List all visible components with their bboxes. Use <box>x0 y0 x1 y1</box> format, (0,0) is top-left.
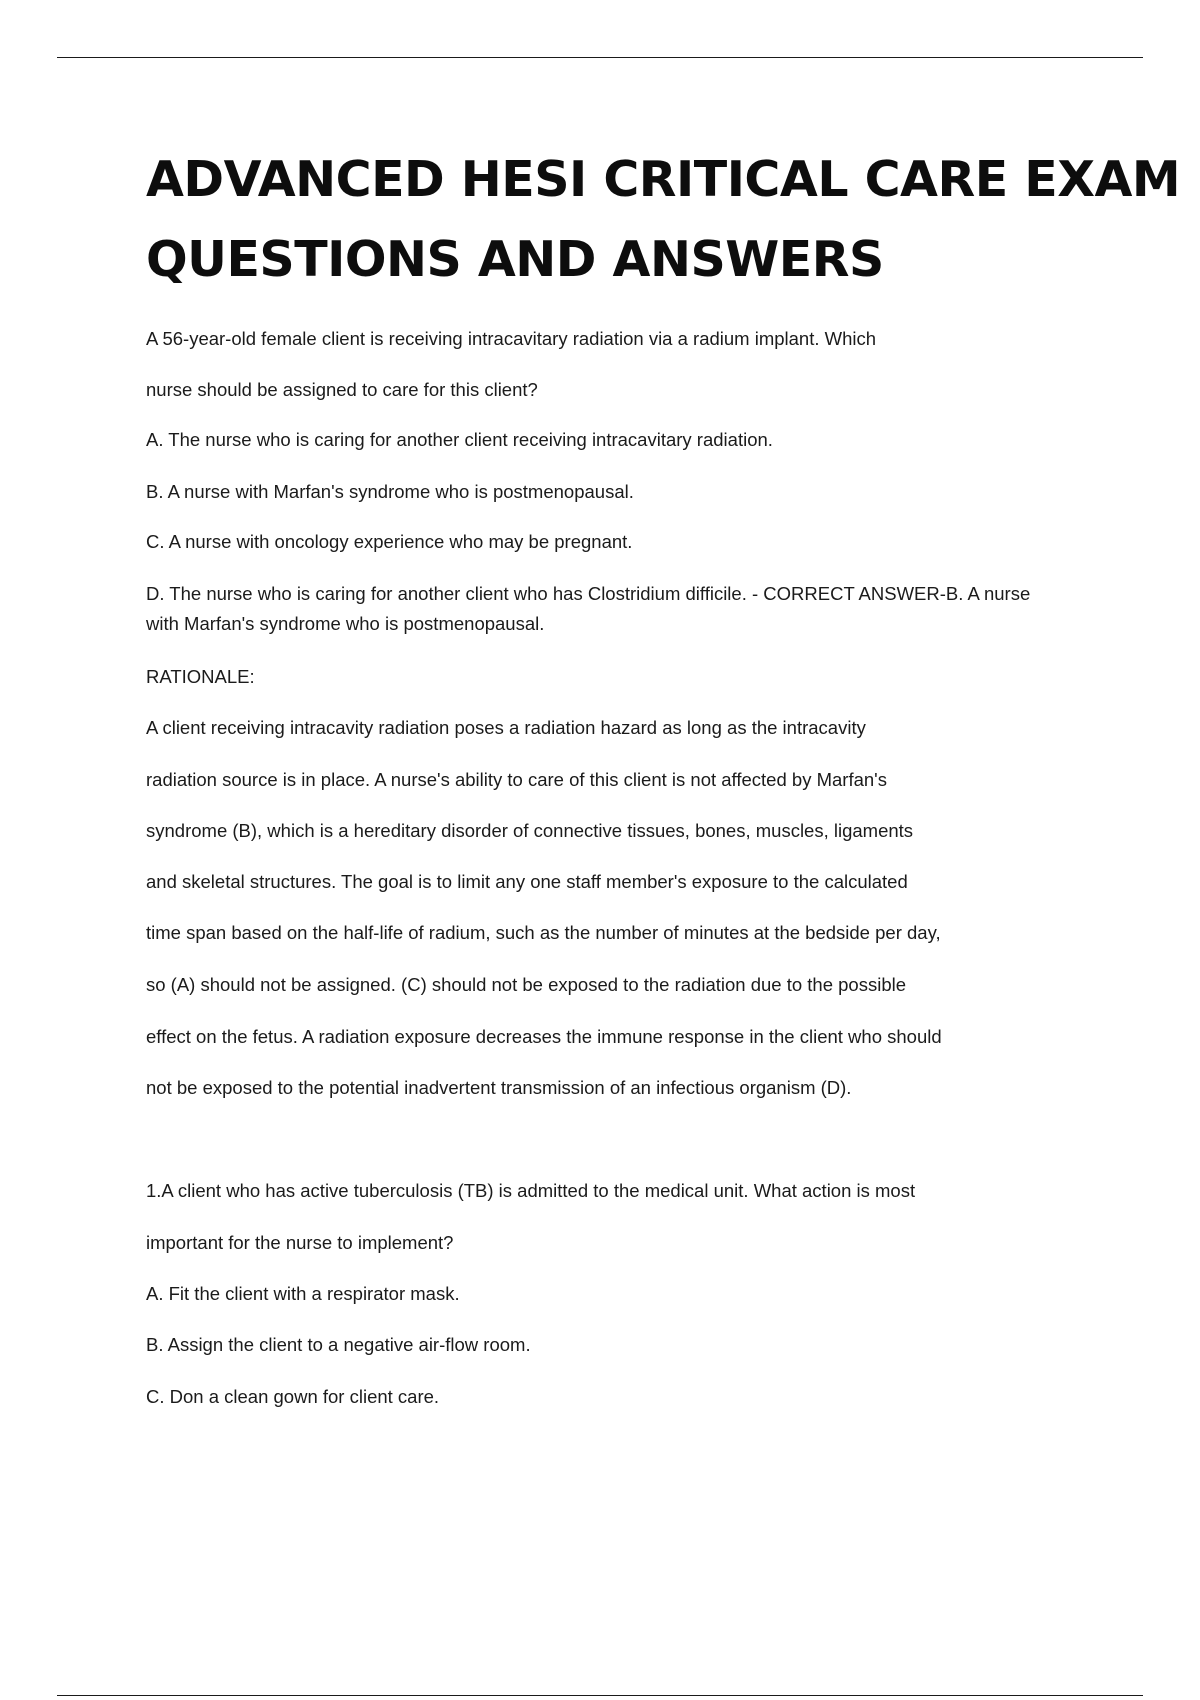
header-rule <box>57 57 1143 58</box>
footer-rule <box>57 1695 1143 1696</box>
rationale-line: so (A) should not be assigned. (C) should not be exposed to the radiation due to the possible <box>146 974 907 995</box>
rationale-line: and skeletal structures. The goal is to limit any one staff member's exposure to the calculated <box>146 871 908 892</box>
rationale-line: time span based on the half-life of radium, such as the number of minutes at the bedside per day, <box>146 922 941 943</box>
rationale-line: A client receiving intracavity radiation poses a radiation hazard as long as the intracavity <box>146 717 866 738</box>
question-2-option-c: C. Don a clean gown for client care. <box>146 1386 440 1407</box>
question-2-stem-line-1: 1.A client who has active tuberculosis (TB) is admitted to the medical unit. What action is most <box>146 1180 916 1201</box>
question-1-option-c: C. A nurse with oncology experience who may be pregnant. <box>146 531 633 552</box>
title-line-2: QUESTIONS AND ANSWERS <box>146 231 884 288</box>
question-2-stem-line-2: important for the nurse to implement? <box>146 1232 454 1253</box>
rationale-line: syndrome (B), which is a hereditary disorder of connective tissues, bones, muscles, ligaments <box>146 820 914 841</box>
question-1-stem-line-1: A 56-year-old female client is receiving intracavitary radiation via a radium implant. Which <box>146 328 877 349</box>
question-1-option-d-with-answer: D. The nurse who is caring for another client who has Clostridium difficile. - CORRECT ANSWER-B. A nurse with Marfan's syndrome who is postmenopausal. <box>146 583 1031 634</box>
question-1-option-b: B. A nurse with Marfan's syndrome who is postmenopausal. <box>146 481 634 502</box>
rationale-line: effect on the fetus. A radiation exposure decreases the immune response in the client who should <box>146 1026 942 1047</box>
question-1-stem-line-2: nurse should be assigned to care for this client? <box>146 379 538 400</box>
rationale-label: RATIONALE: <box>146 666 255 687</box>
question-1-option-a: A. The nurse who is caring for another client receiving intracavitary radiation. <box>146 429 773 450</box>
rationale-line: radiation source is in place. A nurse's ability to care of this client is not affected by Marfan's <box>146 769 887 790</box>
question-2-option-a: A. Fit the client with a respirator mask. <box>146 1283 460 1304</box>
title-line-1: ADVANCED HESI CRITICAL CARE EXAM <box>146 151 1181 208</box>
rationale-line: not be exposed to the potential inadvertent transmission of an infectious organism (D). <box>146 1077 852 1098</box>
question-2-option-b: B. Assign the client to a negative air-flow room. <box>146 1334 531 1355</box>
document-title <box>146 140 1181 300</box>
